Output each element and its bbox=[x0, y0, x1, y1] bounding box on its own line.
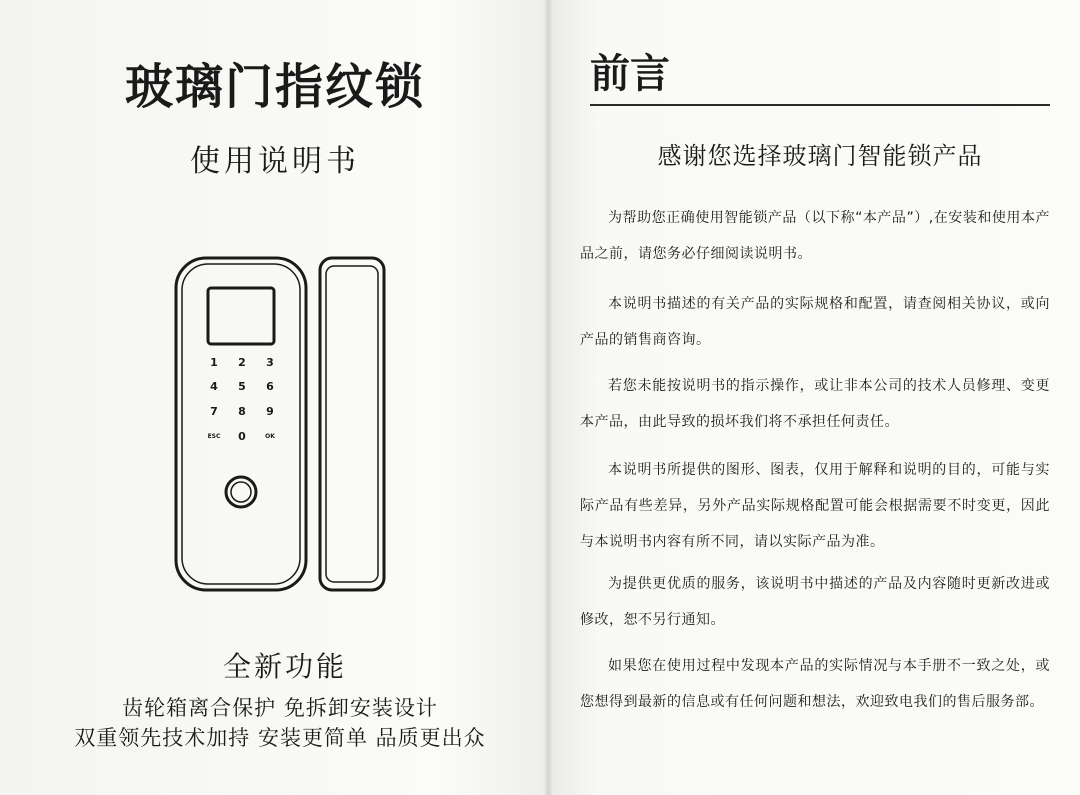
key-0: 0 bbox=[238, 430, 246, 443]
page-fold bbox=[543, 0, 553, 795]
manual-title: 玻璃门指纹锁 bbox=[124, 59, 425, 115]
preface-paragraph-1: 为帮助您正确使用智能锁产品（以下称“本产品”）,在安装和使用本产品之前，请您务必仔细阅读说明书。 bbox=[580, 210, 1050, 262]
preface-paragraph-5: 为提供更优质的服务，该说明书中描述的产品及内容随时更新改进或修改，恕不另行通知。 bbox=[580, 576, 1050, 628]
preface-paragraph-2: 本说明书描述的有关产品的实际规格和配置，请查阅相关协议，或向产品的销售商咨询。 bbox=[580, 296, 1050, 348]
preface-divider bbox=[590, 104, 1050, 106]
manual-subtitle: 使用说明书 bbox=[190, 144, 360, 179]
keypad bbox=[208, 356, 276, 443]
key-2: 2 bbox=[238, 356, 246, 369]
key-esc: ESC bbox=[207, 433, 221, 440]
preface-paragraph-4: 本说明书所提供的图形、图表，仅用于解释和说明的目的，可能与实际产品有些差异，另外产品实际规格配置可能会根据需要不时变更，因此与本说明书内容有所不同，请以实际产品为准。 bbox=[580, 462, 1050, 550]
key-8: 8 bbox=[238, 405, 246, 418]
key-3: 3 bbox=[266, 356, 274, 369]
key-ok: OK bbox=[265, 433, 275, 440]
features-line-2: 双重领先技术加持 安装更简单 品质更出众 bbox=[74, 726, 486, 750]
lock-illustration bbox=[170, 254, 390, 594]
key-9: 9 bbox=[266, 405, 274, 418]
key-6: 6 bbox=[266, 380, 274, 393]
features-line-1: 齿轮箱离合保护 免拆卸安装设计 bbox=[122, 696, 438, 720]
key-4: 4 bbox=[210, 380, 218, 393]
fingerprint-sensor-inner bbox=[231, 482, 251, 502]
key-1: 1 bbox=[210, 356, 218, 369]
features-heading: 全新功能 bbox=[222, 650, 347, 683]
key-7: 7 bbox=[210, 405, 218, 418]
lock-screen bbox=[208, 288, 274, 344]
strike-plate-inner bbox=[326, 266, 378, 582]
lock-body-outline bbox=[176, 258, 306, 590]
preface-paragraph-6: 如果您在使用过程中发现本产品的实际情况与本手册不一致之处，或您想得到最新的信息或有任何问题和想法，欢迎致电我们的售后服务部。 bbox=[580, 658, 1050, 710]
preface-paragraph-3: 若您未能按说明书的指示操作，或让非本公司的技术人员修理、变更本产品，由此导致的损坏我们将不承担任何责任。 bbox=[580, 378, 1050, 430]
preface-title: 前言 bbox=[590, 51, 670, 97]
lock-body-inner bbox=[182, 264, 300, 584]
key-5: 5 bbox=[238, 380, 246, 393]
thanks-line: 感谢您选择玻璃门智能锁产品 bbox=[657, 142, 983, 170]
strike-plate-outline bbox=[320, 258, 384, 590]
